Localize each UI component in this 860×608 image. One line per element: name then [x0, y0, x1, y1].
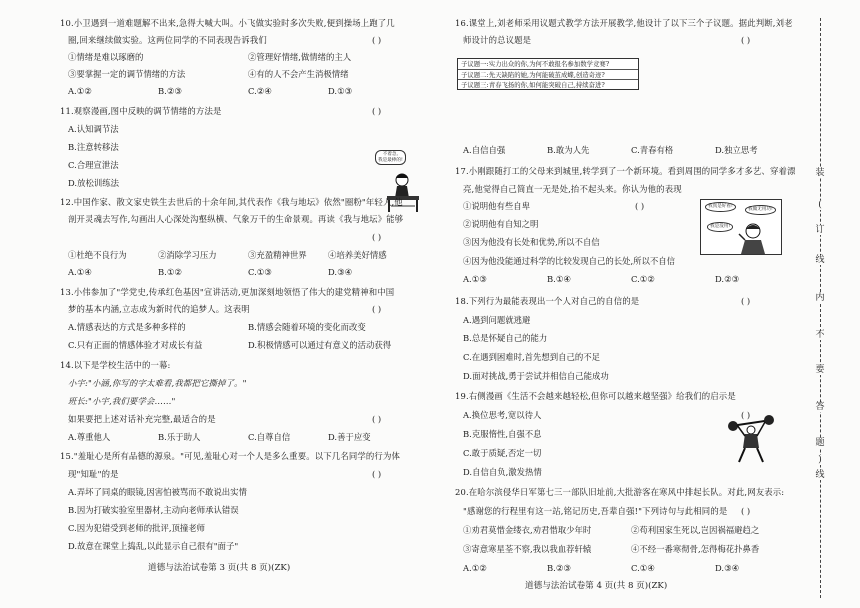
- q11-choice-b[interactable]: B.注意转移法: [68, 142, 119, 152]
- q17-stem-line2: 亮,他觉得自己简直一无是处,抬不起头来。你认为他的表现: [463, 184, 682, 194]
- q20-opt-1: ①劝君莫惜金缕衣,劝君惜取少年时: [463, 525, 592, 535]
- q17-stem-line1: 17.小刚跟随打工的父母来到城里,转学到了一个新环境。看到周围的同学多才多艺、穿着漂: [455, 166, 796, 176]
- page-footer-4: 道德与法治试卷第 4 页(共 8 页)(ZK): [525, 581, 668, 591]
- q20-answer-blank[interactable]: ( ): [741, 506, 751, 516]
- q20-choice-d[interactable]: D.③④: [715, 563, 740, 573]
- q20-opt-4: ④不经一番寒彻骨,怎得梅花扑鼻香: [631, 544, 760, 554]
- q15-choice-b[interactable]: B.因为打破实验室里器材,主动向老师承认错误: [68, 505, 239, 515]
- sub-topic-box: [457, 58, 639, 90]
- q17-choice-d[interactable]: D.②③: [715, 274, 740, 284]
- q19-choice-c[interactable]: C.敢于质疑,否定一切: [463, 448, 542, 458]
- q19-choice-a[interactable]: A.换位思考,宽以待人: [463, 410, 542, 420]
- q12-choice-c[interactable]: C.①③: [248, 267, 272, 277]
- q14-choice-b[interactable]: B.乐于助人: [158, 432, 201, 442]
- q16-choice-c[interactable]: C.青春有格: [631, 145, 674, 155]
- q14-stem: 14.以下是学校生活中的一幕:: [60, 360, 171, 370]
- page-footer-3: 道德与法治试卷第 3 页(共 8 页)(ZK): [148, 563, 291, 573]
- q14-stem-line2: 如果要把上述对话补充完整,最适合的是: [68, 414, 216, 424]
- binding-char-ding: 订: [812, 225, 828, 235]
- q16-stem-line2: 师设计的总议题是: [463, 35, 532, 45]
- q17-choice-c[interactable]: C.①②: [631, 274, 655, 284]
- q11-choice-a[interactable]: A.认知调节法: [68, 124, 119, 134]
- q12-opt-3: ③充盈精神世界: [248, 250, 307, 260]
- binding-dashed-line: [820, 18, 821, 598]
- q10-choice-b[interactable]: B.②③: [158, 86, 182, 96]
- binding-char-xian: 线: [812, 255, 828, 265]
- weightlifter-figure: [727, 412, 775, 464]
- q13-stem-line1: 13.小伟参加了"学党史,传承红色基因"宣讲活动,更加深刻地领悟了伟大的建党精神和中国: [60, 287, 395, 297]
- q13-choice-d[interactable]: D.积极情感可以通过有意义的活动获得: [248, 340, 392, 350]
- q20-stem-line1: 20.在哈尔滨侵华日军第七三一部队旧址前,大批游客在寒风中排起长队。对此,网友表示:: [455, 487, 785, 497]
- q13-stem-line2: 梦的基本内涵,立志成为新时代的追梦人。这表明: [68, 304, 250, 314]
- q20-choice-c[interactable]: C.①④: [631, 563, 655, 573]
- q11-choice-d[interactable]: D.放松训练法: [68, 178, 119, 188]
- q10-stem-line2: 圈,回来继续做实验。这两位同学的不同表现告诉我们: [68, 35, 267, 45]
- sub-topic-2: 子议题二:先天缺陷的她,为何能破茧成蝶,创造奇迹?: [458, 69, 638, 80]
- q13-choice-c[interactable]: C.只有正面的情感体验才对成长有益: [68, 340, 203, 350]
- binding-char-bu: 不: [812, 330, 828, 340]
- q15-stem-line2: 现"知耻"的是: [68, 469, 119, 479]
- q10-stem-line1: 10.小卫遇到一道难题解不出来,急得大喊大叫。小飞做实验时多次失败,便到操场上跑了几: [60, 18, 395, 28]
- q16-answer-blank[interactable]: ( ): [741, 35, 751, 45]
- q20-opt-2: ②苟利国家生死以,岂因祸福避趋之: [631, 525, 760, 535]
- q12-opt-4: ④培养美好情感: [328, 250, 387, 260]
- q10-opt-1: ①情绪是难以琢磨的: [68, 52, 144, 62]
- q11-answer-blank[interactable]: ( ): [372, 106, 382, 116]
- q15-choice-d[interactable]: D.故意在课堂上捣乱,以此显示自己很有"面子": [68, 541, 239, 551]
- weightlifter-illustration: [727, 412, 775, 464]
- q16-stem-line1: 16.课堂上,刘老师采用议题式教学方法开展教学,他设计了以下三个子议题。据此判断,刘老: [455, 18, 793, 28]
- q19-stem: 19.右侧漫画《生活不会越来越轻松,但你可以越来越坚强》给我们的启示是: [455, 391, 736, 401]
- q15-choice-c[interactable]: C.因为犯错受到老师的批评,顶撞老师: [68, 523, 206, 533]
- q18-choice-a[interactable]: A.遇到问题就逃避: [463, 315, 531, 325]
- q14-choice-c[interactable]: C.自尊自信: [248, 432, 291, 442]
- right-page: [455, 0, 800, 608]
- q20-opt-3: ③寄意寒星荃不察,我以我血荐轩辕: [463, 544, 592, 554]
- q18-choice-c[interactable]: C.在遇到困难时,首先想到自己的不足: [463, 352, 601, 362]
- q20-choice-a[interactable]: A.①②: [463, 563, 487, 573]
- q10-opt-4: ④有的人不会产生消极情绪: [248, 69, 349, 79]
- q16-choice-b[interactable]: B.敢为人先: [547, 145, 590, 155]
- sub-topic-1: 子议题一:实力出众的你,为何不敢报名参加数学竞赛?: [461, 60, 610, 68]
- q13-choice-b[interactable]: B.情感会随着环境的变化而改变: [248, 322, 366, 332]
- q15-stem-line1: 15."羞耻心是所有品德的源泉。"可见,羞耻心对一个人是多么重要。以下几名同学的行为体: [60, 451, 401, 461]
- binding-char-yao: 要: [812, 365, 828, 375]
- q10-opt-2: ②管理好情绪,做情绪的主人: [248, 52, 352, 62]
- q17-bubble-3: 我是没用!: [707, 222, 733, 232]
- q14-dialog-1: 小宇:"小涵,你写的字太难看,我都把它撕掉了。": [68, 378, 247, 388]
- q14-choice-d[interactable]: D.善于应变: [328, 432, 371, 442]
- q12-answer-blank[interactable]: ( ): [372, 232, 382, 242]
- q11-bubble-line2: 我是最棒的!: [378, 157, 403, 163]
- q14-answer-blank[interactable]: ( ): [372, 414, 382, 424]
- binding-char-zhuang: 装: [812, 168, 828, 178]
- thinking-figure: [701, 200, 781, 254]
- q16-choice-a[interactable]: A.自信自强: [463, 145, 506, 155]
- q17-opt-2: ②说明他有自知之明: [463, 219, 539, 229]
- q12-choice-a[interactable]: A.①④: [68, 267, 92, 277]
- sub-topic-3: 子议题三:青春飞扬的你,如何能突破自己,持续奋进?: [458, 79, 638, 90]
- q10-choice-c[interactable]: C.②④: [248, 86, 272, 96]
- q10-choice-a[interactable]: A.①②: [68, 86, 92, 96]
- binding-left-paren: (: [812, 200, 828, 210]
- q18-answer-blank[interactable]: ( ): [741, 296, 751, 306]
- q19-choice-b[interactable]: B.克服惰性,自强不息: [463, 429, 542, 439]
- q20-choice-b[interactable]: B.②③: [547, 563, 571, 573]
- left-page: [60, 0, 432, 608]
- q15-choice-a[interactable]: A.弄坏了同桌的眼镜,因害怕被骂而不敢说出实情: [68, 487, 247, 497]
- binding-char-da: 答: [812, 402, 828, 412]
- q11-stem: 11.观察漫画,图中反映的调节情绪的方法是: [60, 106, 222, 116]
- q15-answer-blank[interactable]: ( ): [372, 469, 382, 479]
- q17-answer-blank[interactable]: ( ): [635, 201, 645, 211]
- q12-stem-line2: 剖开灵魂去写作,勾画出人心深处沟壑纵横、气象万千的生命景观。再读《我与地坛》能够: [68, 214, 404, 224]
- binding-char-ti: 题: [812, 438, 828, 448]
- q10-answer-blank[interactable]: ( ): [372, 35, 382, 45]
- q18-choice-b[interactable]: B.总是怀疑自己的能力: [463, 333, 548, 343]
- q17-choice-b[interactable]: B.①④: [547, 274, 571, 284]
- q18-stem: 18.下列行为最能表现出一个人对自己的自信的是: [455, 296, 640, 306]
- q10-opt-3: ③要掌握一定的调节情绪的方法: [68, 69, 186, 79]
- q17-opt-1: ①说明他有些自卑: [463, 201, 530, 211]
- q17-opt-3: ③因为他没有长处和优势,所以不自信: [463, 237, 600, 247]
- q18-choice-d[interactable]: D.面对挑战,勇于尝试并相信自己能成功: [463, 371, 609, 381]
- binding-char-nei: 内: [812, 293, 828, 303]
- q12-choice-b[interactable]: B.①②: [158, 267, 182, 277]
- thinking-student-illustration: [700, 199, 782, 255]
- q17-opt-4: ④因为他没能通过科学的比较发现自己的长处,所以不自信: [463, 256, 676, 266]
- q12-choice-d[interactable]: D.③④: [328, 267, 353, 277]
- binding-char-xian-end: 线: [812, 470, 828, 480]
- q12-stem-line1: 12.中国作家、散文家史铁生去世后的十余年间,其代表作《我与地坛》依然"圈粉"年轻人,他: [60, 197, 403, 207]
- q17-bubble-1: 我真是好看!: [705, 202, 736, 212]
- q11-bubble-line1: 不着急,: [382, 152, 399, 157]
- q19-choice-d[interactable]: D.自信自负,激发热情: [463, 467, 542, 477]
- q14-choice-a[interactable]: A.尊重他人: [68, 432, 111, 442]
- q12-opt-2: ②消除学习压力: [158, 250, 217, 260]
- q19-answer-blank[interactable]: ( ): [741, 410, 751, 420]
- q11-choice-c[interactable]: C.合理宣泄法: [68, 160, 119, 170]
- q10-choice-d[interactable]: D.①③: [328, 86, 353, 96]
- binding-right-paren: ): [812, 455, 828, 465]
- q12-opt-1: ①杜绝不良行为: [68, 250, 127, 260]
- q13-choice-a[interactable]: A.情感表达的方式是多种多样的: [68, 322, 186, 332]
- q20-stem-line2: "感谢您的行程里有这一站,铭记历史,吾辈自强!"下列诗句与此相同的是: [463, 506, 728, 516]
- q16-choice-d[interactable]: D.独立思考: [715, 145, 758, 155]
- q14-dialog-2: 班长:"小宇,我们要学会……": [68, 396, 176, 406]
- q17-choice-a[interactable]: A.①③: [463, 274, 487, 284]
- q17-bubble-2: 我做无用功!: [745, 205, 776, 215]
- q13-answer-blank[interactable]: ( ): [372, 304, 382, 314]
